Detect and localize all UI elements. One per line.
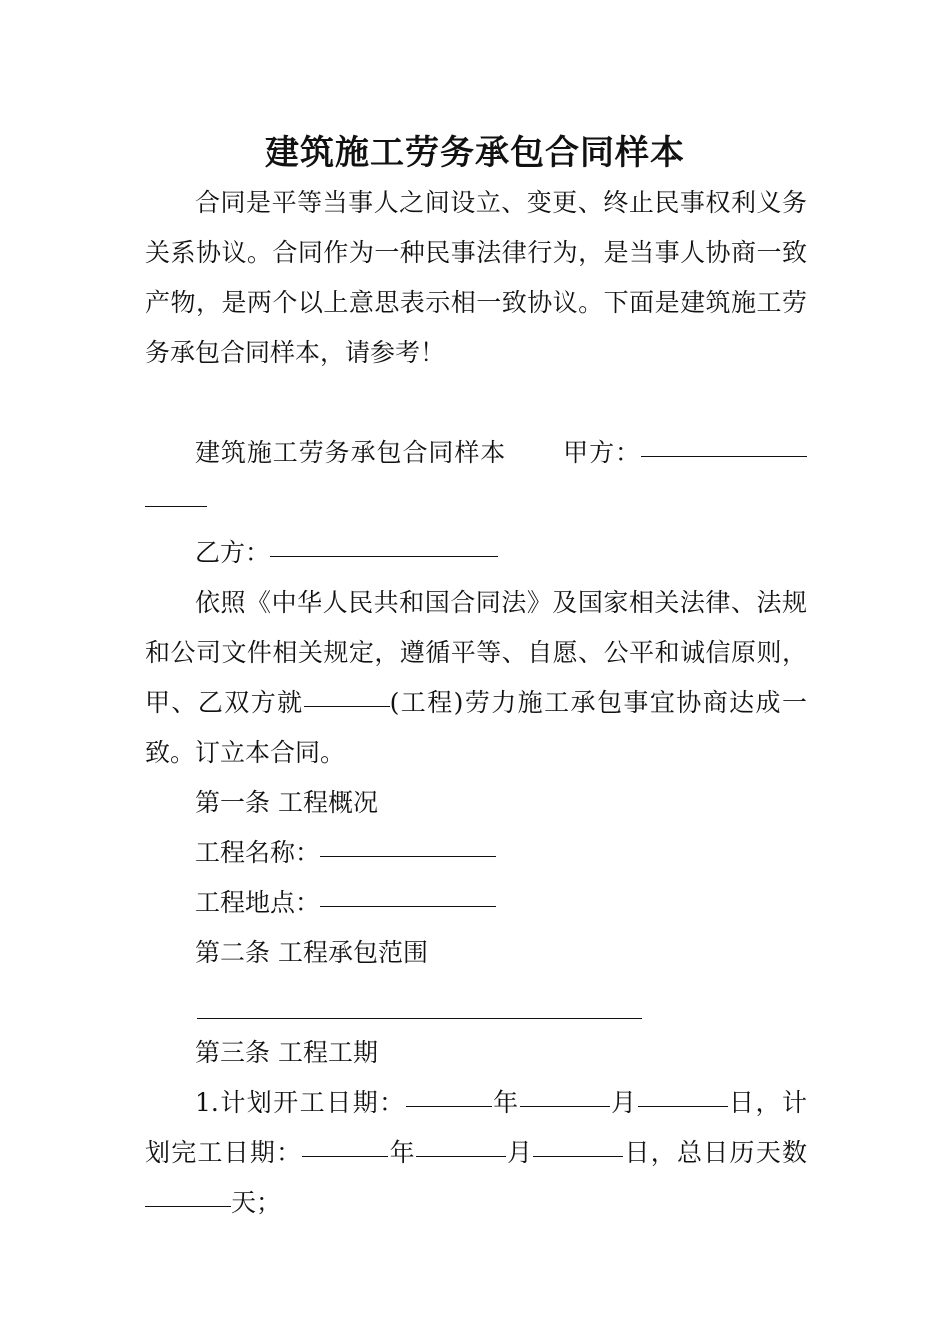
year-label-2: 年 <box>388 1138 416 1167</box>
project-location-line <box>145 878 807 928</box>
basis-paragraph <box>145 578 807 778</box>
start-day-blank[interactable] <box>638 1105 728 1107</box>
party-a-blank-cont[interactable] <box>145 505 207 507</box>
document-body <box>145 178 807 1228</box>
party-b-blank[interactable] <box>270 555 498 557</box>
month-label-2: 月 <box>505 1138 534 1167</box>
document-title: 建筑施工劳务承包合同样本 <box>265 133 685 173</box>
article-2-heading: 第二条 工程承包范围 <box>195 938 428 967</box>
start-month-blank[interactable] <box>520 1105 610 1107</box>
project-location-blank[interactable] <box>320 905 496 907</box>
scope-blank[interactable] <box>197 978 642 1019</box>
end-year-blank[interactable] <box>302 1155 388 1157</box>
project-name-line <box>145 828 807 878</box>
project-name-blank[interactable] <box>320 855 496 857</box>
start-year-blank[interactable] <box>406 1105 492 1107</box>
article-3-heading: 第三条 工程工期 <box>195 1038 378 1067</box>
intro-paragraph: 合同是平等当事人之间设立、变更、终止民事权利义务关系协议。合同作为一种民事法律行为，是当事人协商一致产物，是两个以上意思表示相一致协议。下面是建筑施工劳务承包合同样本，请参考！ <box>145 188 807 367</box>
party-b-label: 乙方： <box>195 538 271 567</box>
schedule-paragraph <box>145 1078 807 1228</box>
year-label: 年 <box>491 1088 520 1117</box>
end-day-blank[interactable] <box>533 1155 623 1157</box>
paragraph-gap <box>145 378 807 428</box>
total-days-label: 日，总日历天数 <box>623 1138 807 1167</box>
basis-text-1: 依照《中华人民共和国合同法》及国家相关法律、法规和公司文件相关规定，遵循平等、自愿、公平和诚信原则，甲、乙双方就 <box>145 588 807 717</box>
party-a-label: 甲方： <box>562 438 641 467</box>
month-label: 月 <box>609 1088 638 1117</box>
total-days-blank[interactable] <box>145 1205 231 1207</box>
party-b-line <box>145 528 807 578</box>
schedule-start-label: 1.计划开工日期： <box>195 1088 406 1117</box>
contract-subtitle: 建筑施工劳务承包合同样本 <box>195 438 507 467</box>
basis-text-2: (工程)劳力施工承包事宜协商达成一致。订立本合同。 <box>145 688 807 767</box>
end-month-blank[interactable] <box>416 1155 506 1157</box>
parties-a-line <box>145 428 807 528</box>
scope-line-row <box>145 978 807 1028</box>
days-end-label: 天； <box>231 1188 282 1217</box>
party-a-blank[interactable] <box>641 455 807 457</box>
schedule-end-label: 日，计划完工日期： <box>145 1088 807 1167</box>
project-name-label: 工程名称： <box>195 838 321 867</box>
article-1-heading: 第一条 工程概况 <box>195 788 378 817</box>
project-location-label: 工程地点： <box>195 888 321 917</box>
project-blank[interactable] <box>304 705 390 707</box>
